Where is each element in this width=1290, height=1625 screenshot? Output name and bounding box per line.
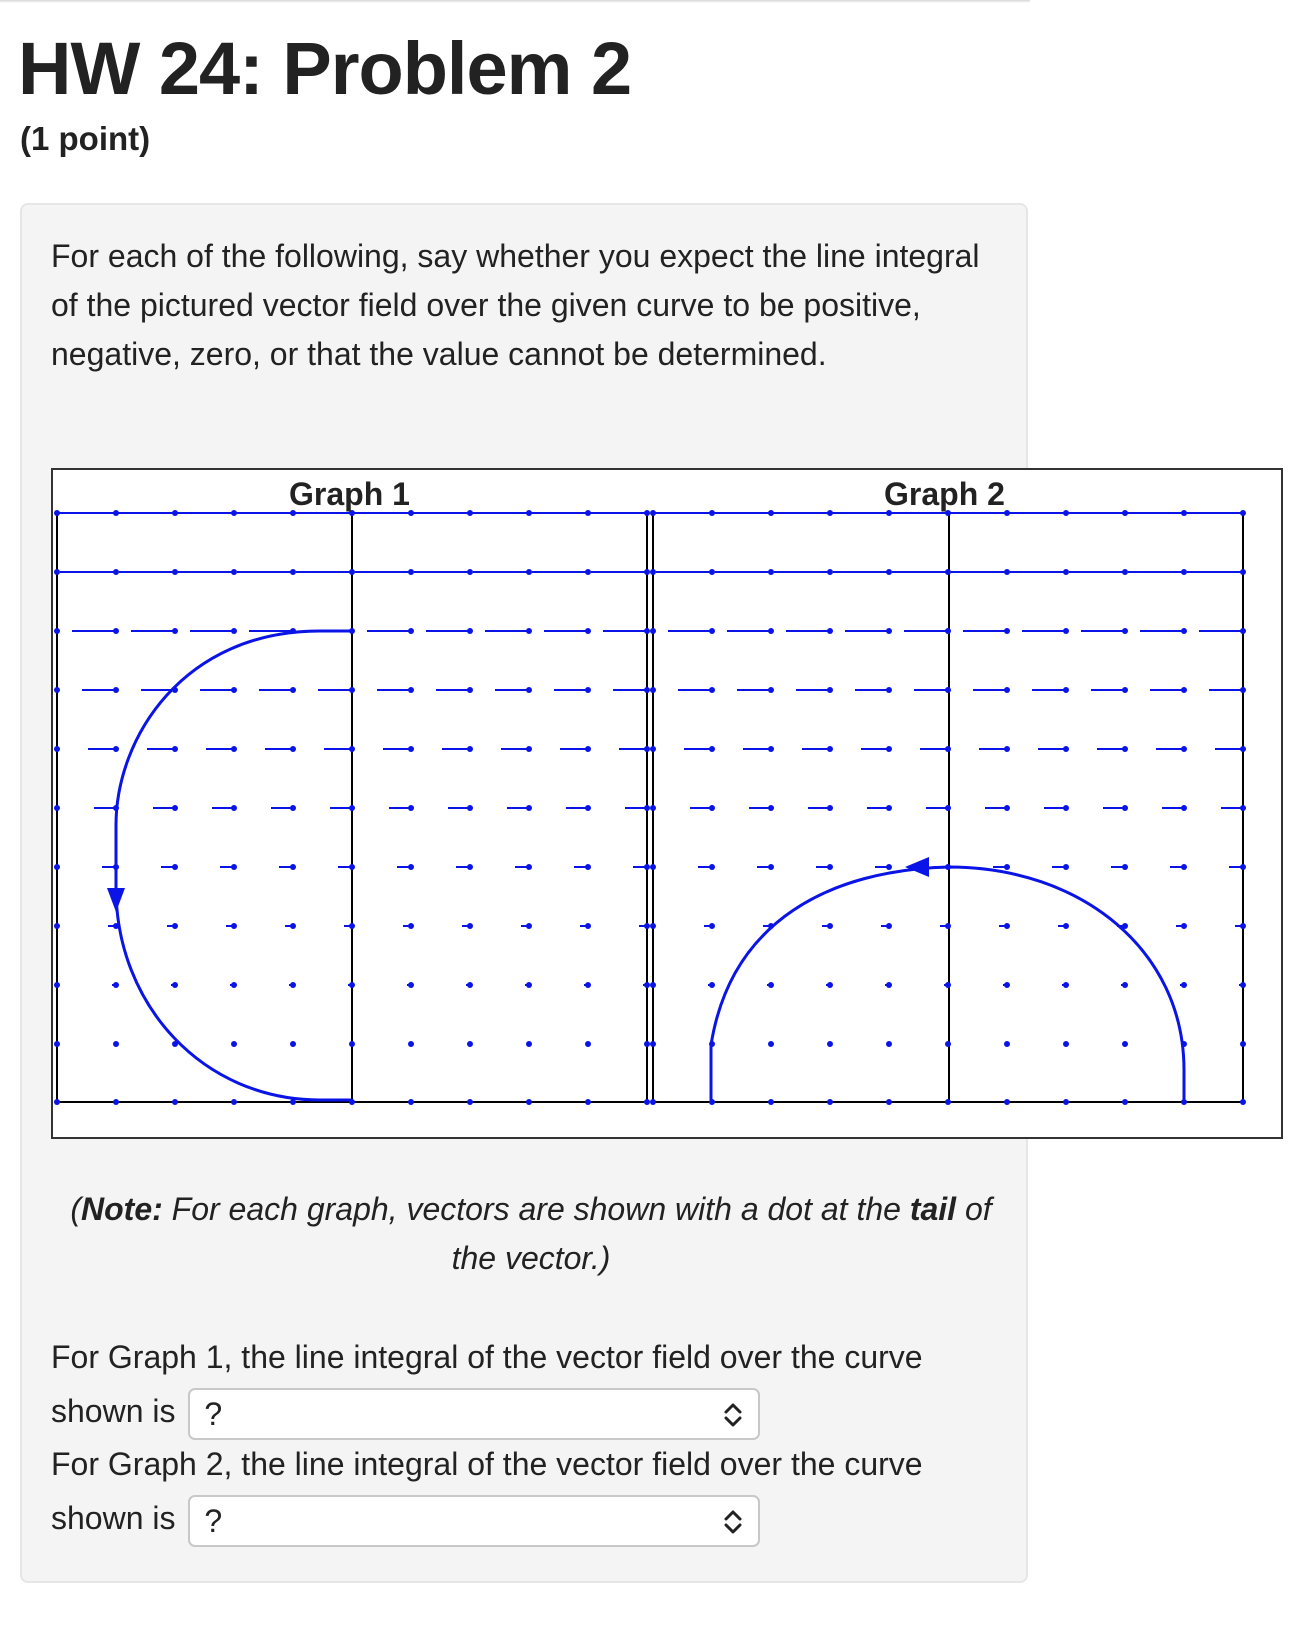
field-vector-tail — [1004, 628, 1010, 634]
problem-title: HW 24: Problem 2 — [18, 27, 632, 110]
field-vector-tail — [644, 687, 650, 693]
field-vector-tail — [886, 746, 892, 752]
field-vector-tail — [349, 687, 355, 693]
graph-1-answer-select[interactable] — [188, 1388, 760, 1440]
field-vector-tail — [1063, 628, 1069, 634]
field-vector-tail — [1122, 687, 1128, 693]
field-vector-tail — [709, 746, 715, 752]
field-vector-tail — [768, 864, 774, 870]
field-vector-tail — [526, 864, 532, 870]
field-vector-tail — [1181, 569, 1187, 575]
field-vector-tail — [1004, 982, 1010, 988]
field-vector-tail — [886, 982, 892, 988]
field-vector-tail — [408, 864, 414, 870]
field-vector-tail — [945, 1099, 951, 1105]
field-vector-tail — [231, 923, 237, 929]
field-vector-tail — [709, 569, 715, 575]
field-vector-tail — [644, 1041, 650, 1047]
field-vector-tail — [768, 628, 774, 634]
field-vector-tail — [585, 805, 591, 811]
field-vector-tail — [1063, 1041, 1069, 1047]
field-vector-tail — [1240, 805, 1246, 811]
field-vector-tail — [172, 569, 178, 575]
field-vector-tail — [172, 982, 178, 988]
field-vector-tail — [1240, 864, 1246, 870]
field-vector-tail — [113, 1099, 119, 1105]
field-vector-tail — [1240, 1041, 1246, 1047]
field-vector-tail — [650, 569, 656, 575]
field-vector-tail — [768, 746, 774, 752]
field-vector-tail — [644, 982, 650, 988]
field-vector-tail — [1181, 982, 1187, 988]
field-vector-tail — [113, 687, 119, 693]
field-vector-tail — [1004, 864, 1010, 870]
field-vector-tail — [827, 687, 833, 693]
field-vector-tail — [231, 864, 237, 870]
field-vector-tail — [945, 569, 951, 575]
field-vector-tail — [585, 923, 591, 929]
field-vector-tail — [467, 805, 473, 811]
field-vector-tail — [1063, 982, 1069, 988]
field-vector-tail — [1122, 1041, 1128, 1047]
field-vector-tail — [1004, 1041, 1010, 1047]
problem-points: (1 point) — [20, 120, 151, 157]
graphs-figure — [51, 468, 1283, 1139]
field-vector-tail — [709, 982, 715, 988]
field-vector-tail — [54, 687, 60, 693]
field-vector-tail — [644, 1099, 650, 1105]
question-graph-2 — [51, 1437, 1021, 1547]
field-vector-tail — [1004, 569, 1010, 575]
field-vector-tail — [113, 1041, 119, 1047]
field-vector-tail — [408, 687, 414, 693]
field-vector-tail — [172, 805, 178, 811]
field-vector-tail — [1004, 746, 1010, 752]
field-vector-tail — [467, 687, 473, 693]
graph-1-title: Graph 1 — [289, 476, 410, 512]
field-vector-tail — [467, 864, 473, 870]
field-vector-tail — [349, 923, 355, 929]
field-vector-tail — [526, 982, 532, 988]
field-vector-tail — [526, 923, 532, 929]
field-vector-tail — [768, 982, 774, 988]
note-text-2: of the vector.) — [451, 1191, 992, 1276]
field-vector-tail — [945, 746, 951, 752]
field-vector-tail — [1240, 746, 1246, 752]
field-vector-tail — [1004, 805, 1010, 811]
field-vector-tail — [526, 569, 532, 575]
field-vector-tail — [172, 864, 178, 870]
field-vector-tail — [408, 746, 414, 752]
field-vector-tail — [408, 923, 414, 929]
problem-intro: For each of the following, say whether you expect the line integral of the pictured vector field over the given curve to be positive, negative, zero, or that the value cannot be determined. — [51, 238, 980, 372]
field-vector-tail — [1181, 805, 1187, 811]
field-vector-tail — [886, 864, 892, 870]
field-vector-tail — [644, 510, 650, 516]
field-vector-tail — [644, 569, 650, 575]
field-vector-tail — [467, 569, 473, 575]
field-vector-tail — [349, 1041, 355, 1047]
field-vector-tail — [1004, 687, 1010, 693]
field-vector-tail — [408, 1041, 414, 1047]
field-vector-tail — [1004, 1099, 1010, 1105]
field-vector-tail — [290, 864, 296, 870]
field-vector-tail — [768, 569, 774, 575]
field-vector-tail — [650, 864, 656, 870]
field-vector-tail — [827, 746, 833, 752]
graph-2-answer-value: ? — [204, 1502, 223, 1539]
field-vector-tail — [54, 628, 60, 634]
field-vector-tail — [231, 687, 237, 693]
field-vector-tail — [526, 805, 532, 811]
vector-field-plots — [53, 470, 1281, 1137]
field-vector-tail — [54, 864, 60, 870]
field-vector-tail — [526, 746, 532, 752]
note-label: Note: — [81, 1191, 163, 1227]
field-vector-tail — [644, 746, 650, 752]
field-vector-tail — [585, 628, 591, 634]
field-vector-tail — [1063, 805, 1069, 811]
field-vector-tail — [585, 687, 591, 693]
field-vector-tail — [113, 628, 119, 634]
field-vector-tail — [54, 805, 60, 811]
field-vector-tail — [827, 805, 833, 811]
question-graph-1 — [51, 1330, 1021, 1440]
field-vector-tail — [827, 864, 833, 870]
field-vector-tail — [54, 923, 60, 929]
field-vector-tail — [1063, 569, 1069, 575]
field-vector-tail — [1181, 746, 1187, 752]
field-vector-tail — [1240, 687, 1246, 693]
field-vector-tail — [54, 982, 60, 988]
field-vector-tail — [650, 982, 656, 988]
field-vector-tail — [827, 569, 833, 575]
field-vector-tail — [172, 628, 178, 634]
field-vector-tail — [1122, 569, 1128, 575]
field-vector-tail — [644, 805, 650, 811]
field-vector-tail — [945, 923, 951, 929]
field-vector-tail — [1240, 569, 1246, 575]
field-vector-tail — [1240, 923, 1246, 929]
field-vector-tail — [1122, 982, 1128, 988]
field-vector-tail — [1004, 923, 1010, 929]
field-vector-tail — [1122, 864, 1128, 870]
chevron-up-down-icon — [722, 1402, 744, 1428]
field-vector-tail — [886, 628, 892, 634]
chevron-up-down-icon — [722, 1509, 744, 1535]
field-vector-tail — [1240, 1099, 1246, 1105]
field-vector-tail — [467, 1041, 473, 1047]
field-vector-tail — [231, 746, 237, 752]
field-vector-tail — [231, 1041, 237, 1047]
top-shadow — [0, 0, 1030, 3]
field-vector-tail — [172, 746, 178, 752]
field-vector-tail — [231, 569, 237, 575]
field-vector-tail — [1240, 510, 1246, 516]
field-vector-tail — [231, 805, 237, 811]
field-vector-tail — [290, 687, 296, 693]
field-vector-tail — [113, 569, 119, 575]
field-vector-tail — [408, 805, 414, 811]
field-vector-tail — [709, 864, 715, 870]
field-vector-tail — [467, 982, 473, 988]
graph-note — [51, 1185, 1011, 1283]
field-vector-tail — [526, 628, 532, 634]
field-vector-tail — [1063, 1099, 1069, 1105]
graph-1-plot — [54, 510, 650, 1105]
field-vector-tail — [290, 1041, 296, 1047]
field-vector-tail — [650, 746, 656, 752]
field-vector-tail — [1063, 864, 1069, 870]
field-vector-tail — [644, 628, 650, 634]
field-vector-tail — [172, 923, 178, 929]
field-vector-tail — [113, 982, 119, 988]
field-vector-tail — [886, 1099, 892, 1105]
field-vector-tail — [1063, 687, 1069, 693]
field-vector-tail — [408, 628, 414, 634]
field-vector-tail — [1240, 628, 1246, 634]
field-vector-tail — [945, 1041, 951, 1047]
field-vector-tail — [709, 923, 715, 929]
field-vector-tail — [467, 746, 473, 752]
field-vector-tail — [349, 746, 355, 752]
field-vector-tail — [709, 628, 715, 634]
question-2-text: For Graph 2, the line integral of the vector field over the curve shown is — [51, 1446, 923, 1536]
field-vector-tail — [290, 569, 296, 575]
field-vector-tail — [1240, 982, 1246, 988]
note-tail-word: tail — [909, 1191, 957, 1227]
field-vector-tail — [54, 746, 60, 752]
field-vector-tail — [886, 1041, 892, 1047]
field-vector-tail — [827, 1041, 833, 1047]
field-vector-tail — [945, 628, 951, 634]
note-text-1: For each graph, vectors are shown with a dot at the — [162, 1191, 910, 1227]
field-vector-tail — [1122, 1099, 1128, 1105]
graph-2-title: Graph 2 — [884, 476, 1005, 512]
field-vector-tail — [585, 982, 591, 988]
field-vector-tail — [290, 923, 296, 929]
field-vector-tail — [650, 805, 656, 811]
field-vector-tail — [827, 923, 833, 929]
field-vector-tail — [1181, 628, 1187, 634]
field-vector-tail — [231, 982, 237, 988]
field-vector-tail — [585, 746, 591, 752]
field-vector-tail — [172, 1099, 178, 1105]
field-vector-tail — [290, 805, 296, 811]
field-vector-tail — [768, 805, 774, 811]
field-vector-tail — [886, 687, 892, 693]
field-vector-tail — [467, 1099, 473, 1105]
field-vector-tail — [349, 864, 355, 870]
note-open: ( — [70, 1191, 81, 1227]
field-vector-tail — [1181, 923, 1187, 929]
field-vector-tail — [709, 805, 715, 811]
field-vector-tail — [585, 1041, 591, 1047]
field-vector-tail — [945, 805, 951, 811]
field-vector-tail — [1122, 805, 1128, 811]
field-vector-tail — [1063, 746, 1069, 752]
field-vector-tail — [349, 805, 355, 811]
field-vector-tail — [526, 687, 532, 693]
field-vector-tail — [231, 628, 237, 634]
field-vector-tail — [945, 687, 951, 693]
field-vector-tail — [585, 1099, 591, 1105]
field-vector-tail — [408, 569, 414, 575]
field-vector-tail — [54, 1099, 60, 1105]
graph-2-answer-select[interactable] — [188, 1495, 760, 1547]
field-vector-tail — [650, 687, 656, 693]
field-vector-tail — [644, 864, 650, 870]
field-vector-tail — [945, 982, 951, 988]
field-vector-tail — [585, 569, 591, 575]
field-vector-tail — [408, 982, 414, 988]
field-vector-tail — [585, 864, 591, 870]
field-vector-tail — [1181, 864, 1187, 870]
field-vector-tail — [768, 687, 774, 693]
field-vector-tail — [113, 746, 119, 752]
field-vector-tail — [827, 1099, 833, 1105]
question-1-text: For Graph 1, the line integral of the vector field over the curve shown is — [51, 1339, 923, 1429]
field-vector-tail — [1063, 923, 1069, 929]
field-vector-tail — [54, 569, 60, 575]
field-vector-tail — [650, 628, 656, 634]
field-vector-tail — [349, 982, 355, 988]
field-vector-tail — [526, 1041, 532, 1047]
field-vector-tail — [290, 982, 296, 988]
field-vector-tail — [526, 1099, 532, 1105]
field-vector-tail — [644, 923, 650, 929]
field-vector-tail — [886, 923, 892, 929]
graph-2-plot — [650, 510, 1246, 1105]
field-vector-tail — [827, 982, 833, 988]
field-vector-tail — [1122, 628, 1128, 634]
field-vector-tail — [1122, 746, 1128, 752]
field-vector-tail — [467, 923, 473, 929]
field-vector-tail — [886, 805, 892, 811]
graph-1-answer-value: ? — [204, 1395, 223, 1432]
field-vector-tail — [827, 628, 833, 634]
field-vector-tail — [231, 1099, 237, 1105]
field-vector-tail — [408, 1099, 414, 1105]
field-vector-tail — [54, 1041, 60, 1047]
field-vector-tail — [650, 923, 656, 929]
field-vector-tail — [768, 1041, 774, 1047]
field-vector-tail — [650, 1099, 656, 1105]
field-vector-tail — [709, 687, 715, 693]
field-vector-tail — [886, 569, 892, 575]
field-vector-tail — [290, 746, 296, 752]
field-vector-tail — [349, 569, 355, 575]
field-vector-tail — [1181, 687, 1187, 693]
field-vector-tail — [467, 628, 473, 634]
field-vector-tail — [650, 1041, 656, 1047]
field-vector-tail — [768, 1099, 774, 1105]
